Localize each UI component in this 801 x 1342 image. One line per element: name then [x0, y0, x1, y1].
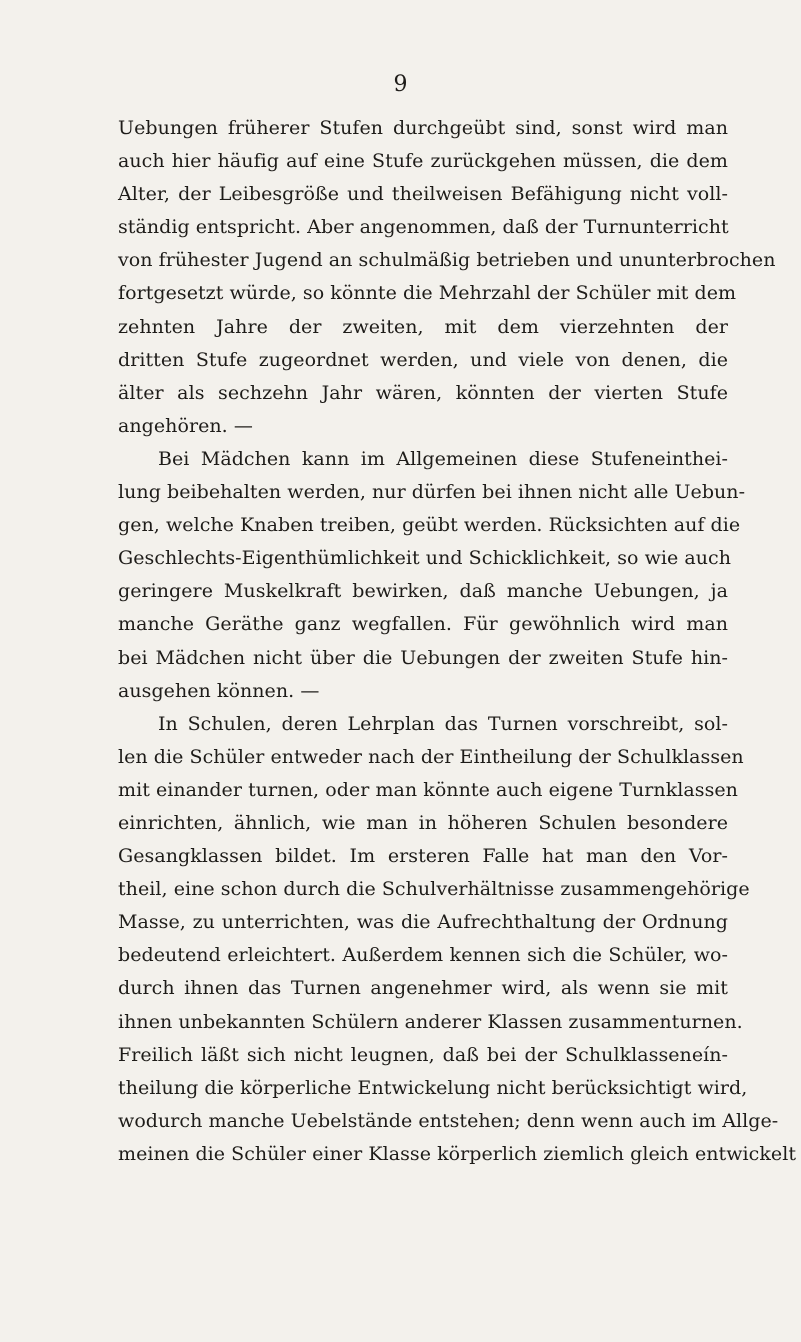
text-line: ständig entspricht. Aber angenommen, daß der Turnunterricht — [118, 216, 729, 239]
text-line: älter als sechzehn Jahr wären, könnten der vierten Stufe — [118, 381, 728, 404]
text-line: einrichten, ähnlich, wie man in höheren Schulen besondere — [118, 811, 728, 834]
text-line: ausgehen können. — — [118, 679, 320, 702]
text-line: lung beibehalten werden, nur dürfen bei ihnen nicht alle Uebun- — [118, 481, 746, 504]
text-line: von frühester Jugend an schulmäßig betrieben und ununterbrochen — [118, 249, 776, 272]
text-line: dritten Stufe zugeordnet werden, und viele von denen, die — [118, 348, 728, 371]
text-line: mit einander turnen, oder man könnte auch eigene Turnklassen — [118, 778, 738, 801]
text-line: bei Mädchen nicht über die Uebungen der zweiten Stufe hin- — [118, 646, 728, 669]
text-line: meinen die Schüler einer Klasse körperlich ziemlich gleich entwickelt — [118, 1142, 797, 1165]
text-line: In Schulen, deren Lehrplan das Turnen vorschreibt, sol- — [158, 712, 728, 735]
text-line: fortgesetzt würde, so könnte die Mehrzahl der Schüler mit dem — [118, 282, 737, 305]
text-line: manche Geräthe ganz wegfallen. Für gewöhnlich wird man — [118, 613, 728, 636]
text-line: durch ihnen das Turnen angenehmer wird, als wenn sie mit — [118, 977, 728, 1000]
page-number: 9 — [393, 72, 408, 97]
text-line: theilung die körperliche Entwickelung nicht berücksichtigt wird, — [118, 1076, 748, 1099]
text-line: Gesangklassen bildet. Im ersteren Falle hat man den Vor- — [118, 845, 728, 868]
text-line: gen, welche Knaben treiben, geübt werden. Rücksichten auf die — [118, 514, 741, 537]
text-line: Geschlechts-Eigenthümlichkeit und Schicklichkeit, so wie auch — [118, 547, 732, 570]
text-line: bedeutend erleichtert. Außerdem kennen sich die Schüler, wo- — [118, 944, 728, 967]
text-line: ihnen unbekannten Schülern anderer Klassen zusammenturnen. — [118, 1010, 743, 1033]
text-line: Masse, zu unterrichten, was die Aufrechthaltung der Ordnung — [118, 911, 728, 934]
text-line: geringere Muskelkraft bewirken, daß manche Uebungen, ja — [118, 580, 728, 603]
text-line: Bei Mädchen kann im Allgemeinen diese Stufeneinthei- — [158, 447, 728, 470]
text-line: theil, eine schon durch die Schulverhältnisse zusammengehörige — [118, 878, 750, 901]
text-line: Freilich läßt sich nicht leugnen, daß bei der Schulklasseneín- — [118, 1043, 728, 1066]
text-line: len die Schüler entweder nach der Eintheilung der Schulklassen — [118, 745, 744, 768]
text-line: Uebungen früherer Stufen durchgeübt sind, sonst wird man — [118, 117, 728, 139]
text-line: angehören. — — [118, 414, 253, 437]
text-line: zehnten Jahre der zweiten, mit dem vierzehnten der — [118, 315, 728, 338]
text-line: auch hier häufig auf eine Stufe zurückgehen müssen, die dem — [118, 150, 728, 173]
text-line: wodurch manche Uebelstände entstehen; denn wenn auch im Allge- — [118, 1109, 779, 1132]
text-line: Alter, der Leibesgröße und theilweisen Befähigung nicht voll- — [118, 183, 728, 206]
body-text — [118, 112, 797, 1171]
